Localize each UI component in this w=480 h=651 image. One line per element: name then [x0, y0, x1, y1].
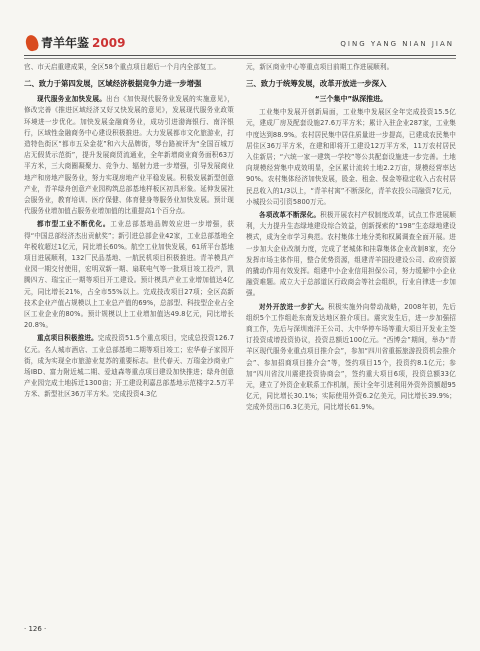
page-header	[0, 0, 480, 58]
right-intro-paragraph: 元，新区商业中心等重点项目前期工作进展顺利。	[246, 63, 394, 71]
right-column	[246, 62, 456, 622]
body-columns	[24, 62, 456, 622]
lead-reforms: 各项改革不断深化。	[259, 211, 321, 220]
section-heading-2: 二、致力于第四发展，区域经济极据竞争力进一步增强	[24, 79, 202, 89]
paragraph-three-concentrations: 工业集中发展开创新局面，工业集中发展区全年完成投资15.5亿元，建成厂房及配套设施27.6万平方米；累计入驻企业287家，工业集中度达到88.9%。农村居民集中居住质量进一步提高，已建成农民集中居住区36万平方米，在建和即将开工建设12万平方米，11万农村居民入住新居；“六统一家一建筑一学校”等公共配套设施进一步完善。土地向规模经营集中成效明显，全区累计流转土地2.2万亩，规模经营率达90%。农村集体经济加快发展，股金、租金、保金等稳定收入占农村居民总收入的1/3以上，“青羊村寓”不断深化，青羊农投公司融资7亿元，小城投公司引资5800万元。	[246, 108, 456, 206]
text-key-projects: 完成投资51.5个重点项目，完成总投资126.7亿元。名人城市酒店、工业总部基地二期等项目竣工；宏华春子家园开街，成为实现全市旅游业复苏的重要标志。世代春天、万瑞金沙商业广场IBD、富力附近城二期、爱迪森等重点项目建设加快推进；绿舟创意产业园完成土地拆迁1300亩；开工建设利嘉总部基地示范楼宇2.5万平方米、新型社区36万平方米。完成投资4.3亿	[24, 334, 234, 399]
text-service-industry: 出台《加快现代服务业发展的实施意见》，修改完善《推进区域经济又好又快发展的意见》，发展现代服务业政策环境进一步优化。加快发展金融商务业，成功引进渤海银行、南洋银行，区域性金融商务中心建设积极推进。大力发展都市文化旅游业，打造特色街区“都市五朵金花”和六大品牌街，琴台路被评为“全国百城万店无假货示范街”，提升发展商贸流通业，全年新增商业商务面积63万平方米，三大商圈凝聚力、竞争力、辐射力进一步增强，引导发展商业地产和房地产服务业，努力实现房地产业平稳发展。积极发展新型创意产业，青羊绿舟创意产业园构筑总部基地样板区初具形象。延伸发展社会服务业，教育培训、医疗保健、体育健身等服务业加快发展。预计现代服务业增加值占服务业增加值的比重提高1个百分点。	[24, 95, 234, 216]
left-intro-paragraph: 官、市天启重建成果，全区58个重点项目超后一个月内全部复工。	[24, 63, 221, 71]
lead-service-industry: 现代服务业加快发展。	[37, 95, 107, 104]
page-number: · 126 ·	[24, 625, 47, 633]
section-heading-3: 三、致力于统筹发展，改革开放进一步深入	[246, 79, 387, 89]
header-pinyin-title: QING YANG NIAN JIAN	[340, 40, 454, 48]
left-column	[24, 62, 234, 622]
paragraph-urban-industry	[24, 219, 234, 331]
paragraph-service-industry	[24, 94, 234, 217]
lead-key-projects: 重点项目积极推进。	[37, 334, 98, 343]
header-rule-thick	[24, 55, 456, 56]
subheading-three-concentrations: “三个集中”纵深推进。	[314, 95, 388, 104]
yearbook-logo	[26, 34, 125, 51]
paragraph-opening-up	[246, 302, 456, 414]
text-opening-up: 积极实施外向带动战略，2008年初，先后组织5个工作组赴东南发达地区推介项目。震灾发生后，进一步加强招商工作，先后与深圳南洋王公司、大中华停车场等重大项目开发业主签订投资成增投资协议，投资总额近100亿元。“西博会”期间，举办“青羊区现代服务业重点项目推介会”，参加“四川省重振旅游投资机会推介会”、参加招商项目推介会”等，签约项目15个，投资约8.1亿元；参加“四川省汶川震建投资协商会”，签约重大项目6项，投资总额33亿元，建立了外资企业联系工作机制，预计全年引进利用外资外资额超95亿元，同比增长30.1%；实际使用外资6.2亿美元，同比增长39.9%；完成外贸出口6.3亿美元，同比增长61.9%。	[246, 302, 456, 412]
paragraph-reforms	[246, 210, 456, 300]
logo-year: 2009	[92, 35, 126, 50]
paragraph-key-projects	[24, 333, 234, 400]
header-rule-thin	[24, 58, 456, 59]
lead-opening-up: 对外开放进一步扩大。	[259, 302, 329, 311]
logo-text: 青羊年鉴	[41, 36, 90, 50]
flame-icon	[24, 33, 40, 52]
text-urban-industry: 工业总部基地品牌效应进一步增强，获得“中国总部经济杰出贡献奖”；新引进总部企业42家，工业总部基地全年税收超过1亿元，同比增长60%。航空工业加快发展，61所平台基地项目进展顺利，132厂民品基地、一航民机项目积极推进。青羊模具产业园一期交付使用，宏明双新一期、扇联电气等一批项目竣工投产，凯腾四方、瑞宝正一期等项目开工建设。预计模具产业工业增加值达4亿元，同比增长21%，占全市55%以上。完成技改项目27项；全区高新技术企业产值占规模以上工业总产值的69%，总部型、科技型企业占全区工业企业的80%。预计规模以上工业增加值达49.8亿元，同比增长20.8%。	[24, 220, 234, 330]
text-reforms: 积极开展农村产权制度改革，试点工作进展顺利，大力提升生态绿地建设综合效益，创新探索的“198”生态绿地建设模式，成为全市学习典范。农村集体土地分类和权属调查全面开展。进一步加大企业改制力度，完成了老城体和挂靠集体企业改制8家，充分发挥市场主体作用，整合优势资源，组建青羊国投建设公司、政府资源的撬动作用有效发挥。组建中小企业信用担保公司，努力缓解中小企业融资难题。成立大于总部道区行政商会等社会组织，行业自律进一步加强。	[246, 211, 456, 298]
lead-urban-industry: 都市型工业不断优化。	[37, 220, 111, 229]
